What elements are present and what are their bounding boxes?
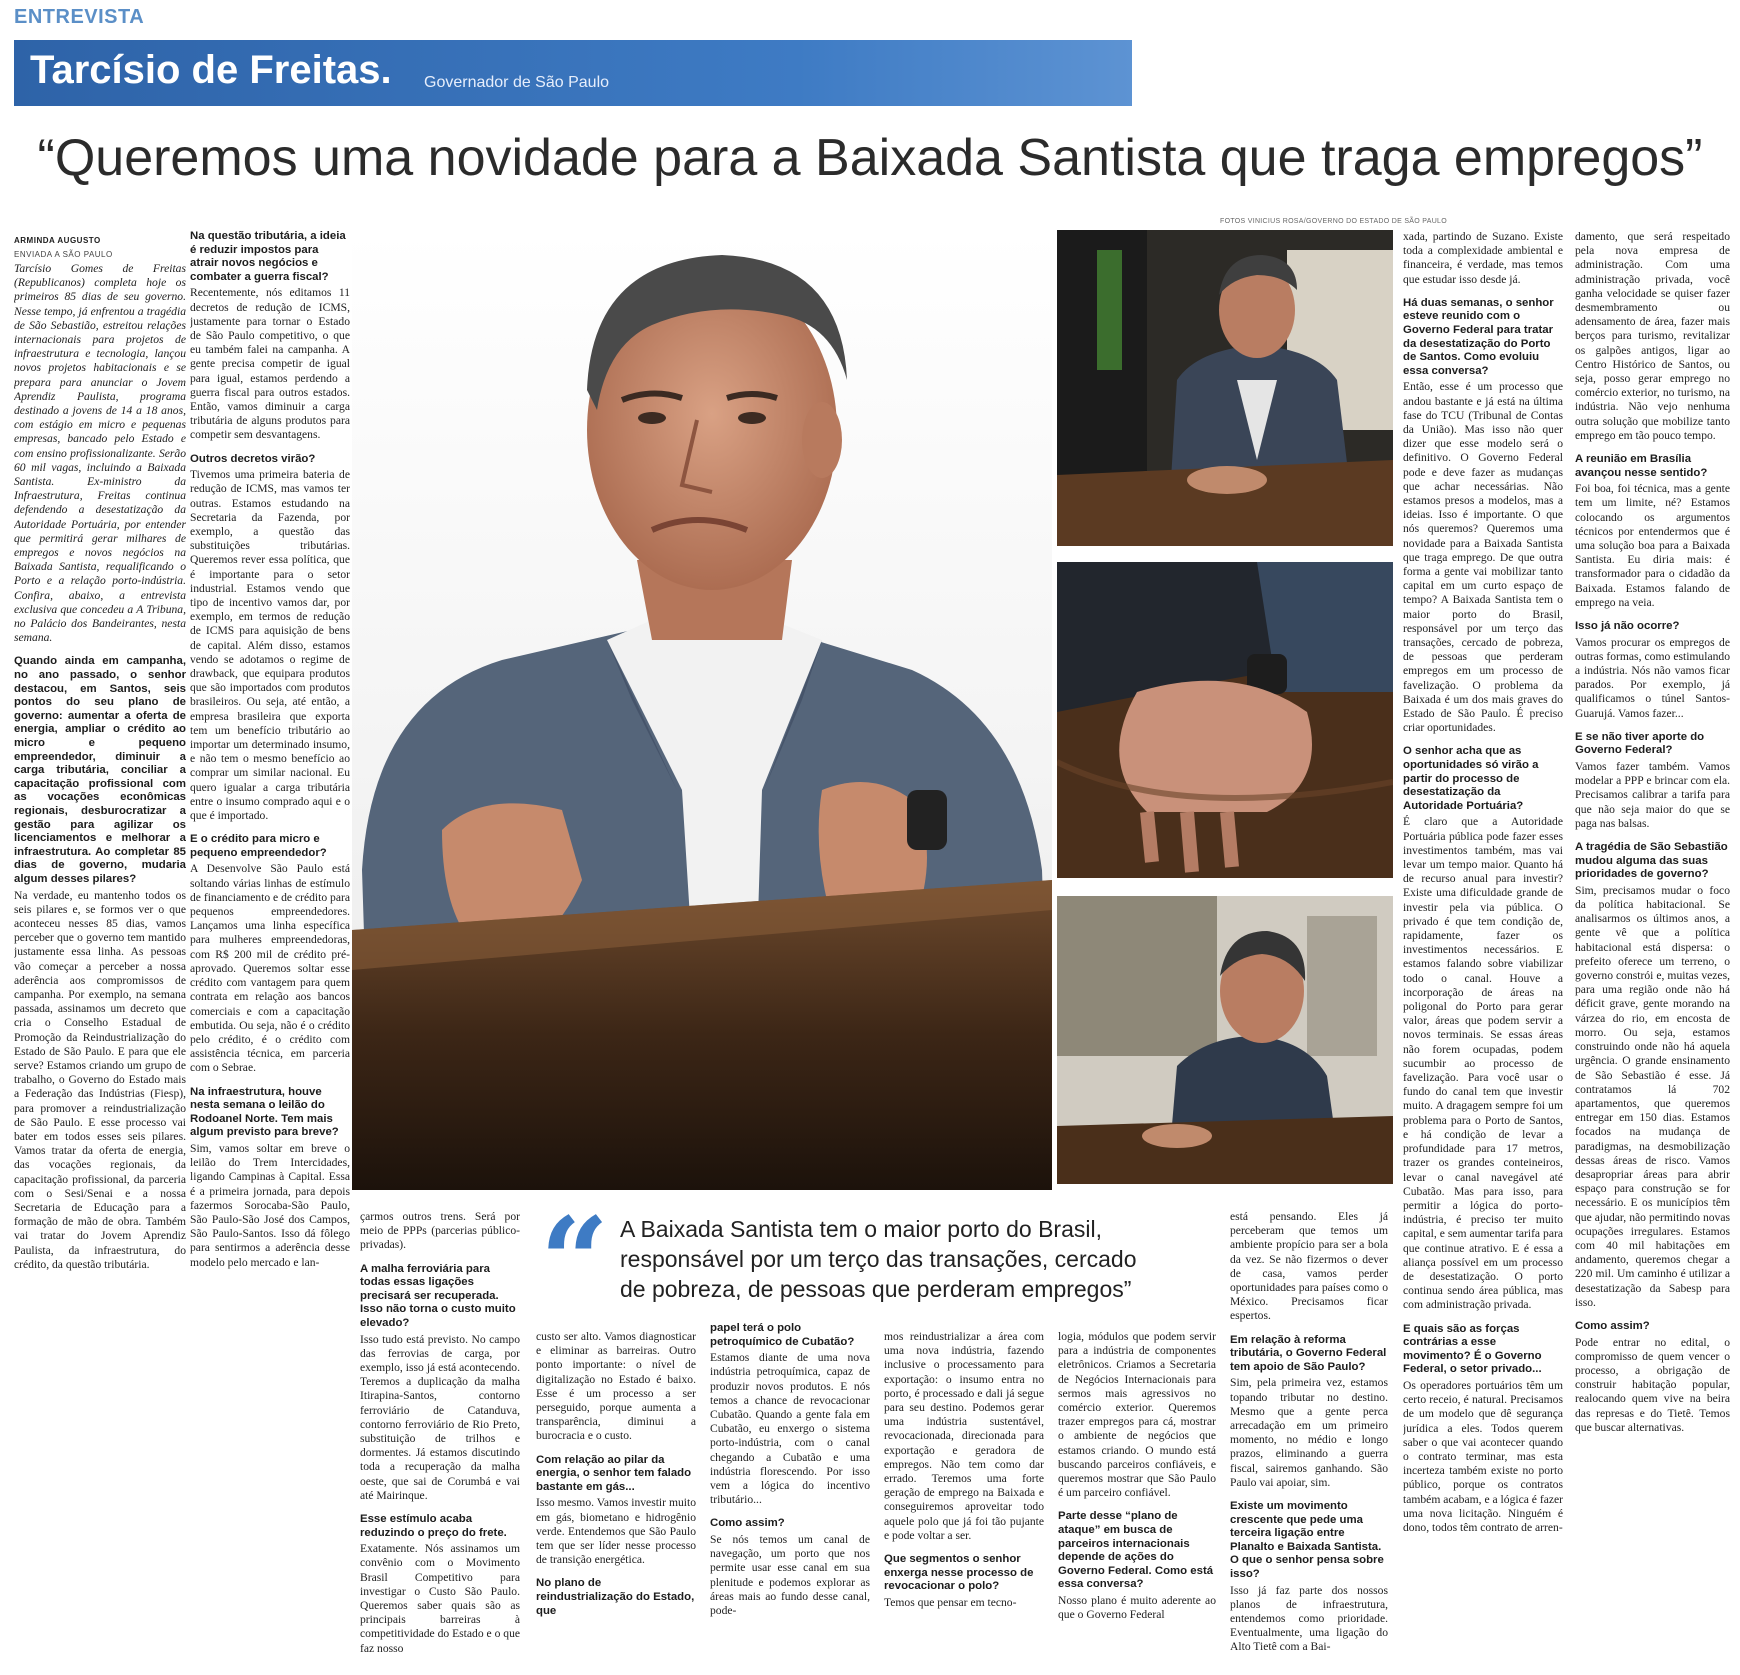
column-7 [1058,1330,1216,1660]
question: E o crédito para micro e pequeno empreendedor? [190,833,327,859]
question: Como assim? [1575,1319,1650,1332]
photo-seated-illustration [1057,230,1393,546]
interviewee-role: Governador de São Paulo [424,74,610,91]
main-photo-illustration [352,230,1052,1190]
question: Quando ainda em campanha, no ano passado, o senhor destacou, em Santos, seis pontos do seu plano de governo: aumentar a oferta de energia, ampliar o crédito ao micro e pequeno empreendedor, diminuir a carga tributária, conciliar a capacitação profissional com as vocações econômicas regionais, desburocratizar a gestão para agilizar os licenciamentos e melhorar a infraestrutura. Ao completar 85 dias de governo, mudaria algum desses pilares? [14,655,186,885]
question: A reunião em Brasília avançou nesse sentido? [1575,453,1708,479]
column-3 [360,1210,520,1660]
question: A tragédia de São Sebastião mudou alguma das suas prioridades de governo? [1575,841,1728,881]
answer: Pode entrar no edital, o compromisso de quem vencer o processo, a obrigação de construir habitação popular, realocando quem vive na beira das represas e do Tietê. Temos que buscar alternativas. [1575,1335,1730,1434]
answer: está pensando. Eles já perceberam que temos um ambiente propício para ser a bola da vez. Se não fizermos o dever de casa, vamos perder oportunidades para países como o México. Precisamos ficar espertos. [1230,1210,1388,1323]
answer: Tivemos uma primeira bateria de redução de ICMS, mas vamos ter outras. Estamos estudando na Secretaria da Fazenda, por exemplo, a questão das substituições tributárias. Queremos rever essa política, que é importante para o setor industrial. Estamos vendo que tipo de incentivo vamos dar, por exemplo, em termos de redução de ICMS para aquisição de bens de capital. Além disso, estamos vendo se adotamos o regime de drawback, que equipara produtos que são importados com produtos brasileiros. Ou seja, até então, a empresa brasileira que exporta tem um benefício tributário ao importar um determinado insumo, e não tem o mesmo benefício ao comprar um similar nacional. Eu quero igualar a carga tributária entre o insumo comprado aqui e o que é importado. [190,468,350,823]
question: A malha ferroviária para todas essas ligações precisará ser recuperada. Isso não torna o custo muito elevado? [360,1262,516,1329]
photo-hands [1057,562,1393,878]
question: E se não tiver aporte do Governo Federal? [1575,730,1705,757]
answer: Foi boa, foi técnica, mas a gente tem um limite, né? Estamos colocando os argumentos técnicos por entendermos que é uma solução boa para a Baixada Santista. Eu diria mais: é transformador para o cidadão da Baixada. Estamos falando de emprego na veia. [1575,482,1730,609]
answer: Vamos fazer também. Vamos modelar a PPP e brincar com ela. Precisamos calibrar a tarifa para que não seja maior do que se paga nas balsas. [1575,760,1730,830]
question: Parte desse “plano de ataque” em busca de parceiros internacionais depende de ações do Governo Federal. Como está essa conversa? [1058,1510,1214,1591]
answer: Isso tudo está previsto. No campo das ferrovias de carga, por exemplo, isso já está acontecendo. Teremos a duplicação da malha Itirapina-Santos, contorno ferroviário de Catanduva, contorno ferroviário de Rio Preto, substituição de trilhos e dormentes. Já estamos discutindo toda a recuperação da malha oeste, que sai de Corumbá e vai até Mairinque. [360,1332,520,1502]
answer: mos reindustrializar a área com uma nova indústria, fazendo inclusive o processamento para exportação: o insumo entra no porto, é processado e dali já segue para seu destino. Podemos gerar uma indústria sustentável, revocacionada, direcionada para exportação e geradora de empregos. Não tem como dar errado. Teremos uma forte geração de emprego na Baixada e conseguiremos aproveitar todo aquele polo que já foi tão pujante e pode voltar a ser. [884,1330,1044,1542]
column-1 [14,262,186,1658]
column-5 [710,1322,870,1660]
quote-mark-icon: “ [540,1191,610,1332]
answer: Isso já faz parte dos nossos planos de infraestrutura, entendemos como prioridade. Eventualmente, uma ligação do Alto Tietê com a Bai- [1230,1583,1388,1654]
photo-credit: FOTOS VINICIUS ROSA/GOVERNO DO ESTADO DE SÃO PAULO [1220,218,1447,225]
section-kicker: ENTREVISTA [14,6,145,28]
question: Que segmentos o senhor enxerga nesse processo de revocacionar o polo? [884,1553,1034,1593]
byline: ARMINDA AUGUSTO [14,236,101,245]
question: Com relação ao pilar da energia, o senhor tem falado bastante em gás... [536,1453,692,1493]
answer: Nosso plano é muito aderente ao que o Governo Federal [1058,1594,1216,1622]
question: No plano de reindustrialização do Estado, que [536,1577,695,1617]
answer: Recentemente, nós editamos 11 decretos de redução de ICMS, justamente para tornar o Estado de São Paulo competitivo, o que eu também falei na campanha. A gente precisa competir de igual para igual, estamos perdendo a guerra fiscal para outros estados. Então, vamos diminuir a carga tributária de alguns produtos para competir sem desvantagens. [190,286,350,442]
column-6 [884,1330,1044,1660]
answer: xada, partindo de Suzano. Existe toda a complexidade ambiental e financeira, é verdade, mas temos que estudar isso desde já. [1403,230,1563,286]
answer: custo ser alto. Vamos diagnosticar e eliminar as barreiras. Outro ponto importante: o nível de digitalização no Estado é baixo. Esse é um processo a ser perseguido, porque aumenta a transparência, diminui a burocracia e o custo. [536,1330,696,1443]
answer: Na verdade, eu mantenho todos os seis pilares e, se formos ver o que aconteceu nesses 85 dias, vamos perceber que o governo tem mantido justamente essa linha. As pessoas vão começar a perceber a nossa aderência aos compromissos de campanha. Por exemplo, na semana passada, assinamos um decreto que cria o Conselho Estadual de Promoção da Reindustrialização do Estado de São Paulo. E para que ele serve? Estamos criando um grupo de trabalho, o Governo do Estado mais a Federação das Indústrias (Fiesp), para promover a reindustrialização de São Paulo. E esse processo vai bater em todos esses seis pilares. Vamos tratar da oferta de energia, das vocações regionais, da capacitação profissional, da parceria com o Sesi/Senai e a nossa Secretaria de Educação para a formação de mão de obra. Também vai tratar do Jovem Aprendiz Paulista, da infraestrutura, do crédito, da questão tributária. [14,888,186,1271]
question: Outros decretos virão? [190,452,316,465]
question: E quais são as forças contrárias a esse movimento? É o Governo Federal, o setor privado... [1403,1322,1542,1376]
column-2 [190,230,350,1658]
intro-paragraph: Tarcísio Gomes de Freitas (Republicanos) completa hoje os primeiros 85 dias de seu governo. Nesse tempo, já enfrentou a tragédia de São Sebastião, estreitou relações internacionais para projetos de infraestrutura e tecnologia, lançou novos projetos habitacionais e se prepara para anunciar o Jovem Aprendiz Paulista, programa destinado a jovens de 14 a 18 anos, com estágio em micro e pequenas empresas, bancado pelo Estado e com ensino profissionalizante. Serão 60 mil vagas, incluindo a Baixada Santista. Ex-ministro da Infraestrutura, Freitas continua defendendo a desestatização da Autoridade Portuária, por entender que permitirá gerar milhares de empregos e novos negócios na Baixada Santista, requalificando o Porto e a relação porto-indústria. Confira, abaixo, a entrevista exclusiva que concedeu a A Tribuna, no Palácio dos Bandeirantes, nesta semana. [14,262,186,645]
main-photo [352,230,1052,1190]
column-10 [1575,230,1730,1658]
question: Há duas semanas, o senhor esteve reunido com o Governo Federal para tratar da desestatização do Porto de Santos. Como evoluiu essa conversa? [1403,296,1554,377]
answer: logia, módulos que podem servir para a indústria de componentes eletrônicos. Criamos a Secretaria de Negócios Internacionais para sermos mais agressivos no comércio exterior. Queremos trazer empregos para cá, mostrar o ambiente de negócios que estamos criando. O mundo está buscando parceiros confiáveis, e queremos mostrar que São Paulo é um parceiro confiável. [1058,1330,1216,1500]
question: Em relação à reforma tributária, o Governo Federal tem apoio de São Paulo? [1230,1333,1387,1373]
answer: Isso mesmo. Vamos investir muito em gás, biometano e hidrogênio verde. Entendemos que São Paulo tem que ser líder nesse processo de transição energética. [536,1496,696,1567]
answer: Sim, precisamos mudar o foco da política habitacional. Se analisarmos os últimos anos, a gente vê que a política habitacional está dispersa: o prefeito oferece um terreno, o governo constrói e, muitas vezes, para uma região onde não há déficit grave, gente morando na várzea do rio, em encosta de morro. Ou seja, estamos construindo onde não há aquela urgência. O grande ensinamento de São Sebastião é esse. Já contratamos lá 702 apartamentos, que queremos entregar em 150 dias. Estamos focados na mudança de paradigmas, na desmobilização dessas áreas de risco. Vamos desapropriar áreas para abrir espaço para construção se for necessário. E os municípios têm que ajudar, não permitindo novas ocupações irregulares. Estamos com 40 mil habitações em andamento, queremos chegar a 220 mil. Um caminho é utilizar a desestatização da Sabesp para isso. [1575,883,1730,1309]
answer: Temos que pensar em tecno- [884,1595,1017,1609]
photo-seated [1057,230,1393,546]
question: O senhor acha que as oportunidades só virão a partir do processo de desestatização da Autoridade Portuária? [1403,745,1539,812]
answer: çarmos outros trens. Será por meio de PPPs (parcerias público-privadas). [360,1210,520,1252]
headline: “Queremos uma novidade para a Baixada Santista que traga empregos” [37,129,1703,187]
answer: Sim, vamos soltar em breve o leilão do Trem Intercidades, ligando Campinas à Capital. Essa é a primeira jornada, para depois fazermos Sorocaba-São Paulo, São Paulo-São José dos Campos, São Paulo-Santos. Isso dá fôlego para sentirmos a aderência desse modelo pelo mercado e lan- [190,1141,350,1269]
photo-hands-illustration [1057,562,1393,878]
column-8 [1230,1210,1388,1660]
question: Esse estímulo acaba reduzindo o preço do frete. [360,1513,507,1539]
column-9 [1403,230,1563,1658]
answer: Se nós temos um canal de navegação, um porto que nos permite usar esse canal em sua plenitude e podemos explorar as áreas mais ao fundo desse canal, pode- [710,1533,870,1618]
question: Existe um movimento crescente que pede uma terceira ligação entre Planalto e Baixada Santista. O que o senhor pensa sobre isso? [1230,1500,1384,1580]
answer: Exatamente. Nós assinamos um convênio com o Movimento Brasil Competitivo para investigar o Custo São Paulo. Queremos saber quais são as principais barreiras à competitividade do Estado e o que faz nosso [360,1542,520,1655]
question: papel terá o polo petroquímico de Cubatão? [710,1322,855,1348]
question: Isso já não ocorre? [1575,620,1680,633]
answer: Então, esse é um processo que andou bastante e já está na última fase do TCU (Tribunal de Contas da União). Mas isso não quer dizer que esse modelo será o definitivo. O Governo Federal pode e deve fazer as mudanças que achar necessárias. Não estamos presos a modelos, mas a ideias. Isso é importante. O que nós queremos? Queremos uma novidade para a Baixada Santista que traga emprego. De que outra forma a gente vai mobilizar tanto capital em um curto espaço de tempo? A Baixada Santista tem o maior porto do Brasil, responsável por um terço das transações, cercado de pobreza, de pessoas que perderam empregos em um processo de favelização. O problema da Baixada é um dos mais graves do Estado de São Paulo. É preciso criar oportunidades. [1403,380,1563,735]
answer: Sim, pela primeira vez, estamos topando tributar no destino. Mesmo que a gente perca arrecadação em um primeiro momento, no médio e longo prazos, eliminando a guerra fiscal, sairemos ganhando. São Paulo vai apoiar, sim. [1230,1376,1388,1489]
photo-profile-illustration [1057,896,1393,1184]
answer: Vamos procurar os empregos de outras formas, como estimulando a indústria. Nós não vamos ficar parados. Por exemplo, já qualificamos o túnel Santos-Guarujá. Vamos fazer... [1575,635,1730,720]
question: Na questão tributária, a ideia é reduzir impostos para atrair novos negócios e combater a guerra fiscal? [190,230,346,283]
answer: Estamos diante de uma nova indústria petroquímica, capaz de produzir novos produtos. E nós temos a chance de revocacionar Cubatão. Quando a gente fala em Cubatão, eu enxergo o sistema porto-indústria, com o canal chegando a Cubatão e uma indústria florescendo. Por isso vem a lógica do incentivo tributário... [710,1351,870,1507]
answer: Os operadores portuários têm um certo receio, é natural. Precisamos de um modelo que dê segurança jurídica a eles. Todos querem saber o que vai acontecer quando o contrato terminar, mas esta incerteza também existe no porto público, porque os contratos também acabam, e a lógica é fazer uma nova licitação. Ninguém é dono, todos têm contrato de arren- [1403,1378,1563,1534]
question: Como assim? [710,1517,785,1530]
interviewee-name: Tarcísio de Freitas. [30,48,392,92]
name-banner [14,40,1132,106]
column-4 [536,1330,696,1660]
question: Na infraestrutura, houve nesta semana o leilão do Rodoanel Norte. Tem mais algum previsto para breve? [190,1085,339,1139]
dateline: ENVIADA A SÃO PAULO [14,250,113,259]
answer: damento, que será respeitado pela nova empresa de administração. Com uma administração privada, você ganha velocidade se quiser fazer desmembramento ou adensamento de área, fazer mais berços para turismo, revitalizar os galpões antigos, ligar ao Centro Histórico de Santos, ou seja, posso gerar emprego no comércio exterior, no turismo, na indústria. Não vejo nenhuma outra solução que mobilize tanto emprego em tão pouco tempo. [1575,230,1730,442]
answer: A Desenvolve São Paulo está soltando várias linhas de estímulo de financiamento e de crédito para pequenos empreendedores. Lançamos uma linha específica para mulheres empreendedoras, com R$ 200 mil de crédito pré-aprovado. Queremos soltar esse crédito com vantagem para quem contrata em relação aos bancos comerciais e com a capacitação embutida. Ou seja, não é o crédito pelo crédito, é o crédito com assistência técnica, em parceria com o Sebrae. [190,862,350,1075]
pull-quote-text: A Baixada Santista tem o maior porto do Brasil, responsável por um terço das transações, cercado de pobreza, de pessoas que perderam empregos” [620,1216,1137,1302]
photo-profile [1057,896,1393,1184]
answer: É claro que a Autoridade Portuária pública pode fazer esses investimentos também, mas vai levar um tempo maior. Quanto há de recurso anual para investir? Existe uma dificuldade grande de investir pela via pública. O privado é que tem condição de, rapidamente, fazer os investimentos necessários. E estamos falando sobre viabilizar todo o canal. Houve a incorporação de áreas na poligonal do Porto para gerar valor, áreas que podem servir a novos terminais. Se essas áreas não forem ocupadas, podem sucumbir ao processo de favelização. Para você usar o fundo do canal tem que investir muito. A dragagem sempre foi um problema para o Porto de Santos, e há condição de levar a profundidade para 17 metros, trazer os grandes conteineiros, levar o canal navegável até Cubatão. Mas para isso, para permitir a lógica do porto-indústria, é preciso ter muito capital, e sem aumentar tarifa para que continue atrativo. E é essa a aliança possível em um processo de desestatização. O porto continua sendo área pública, mas com administração privada. [1403,815,1563,1312]
